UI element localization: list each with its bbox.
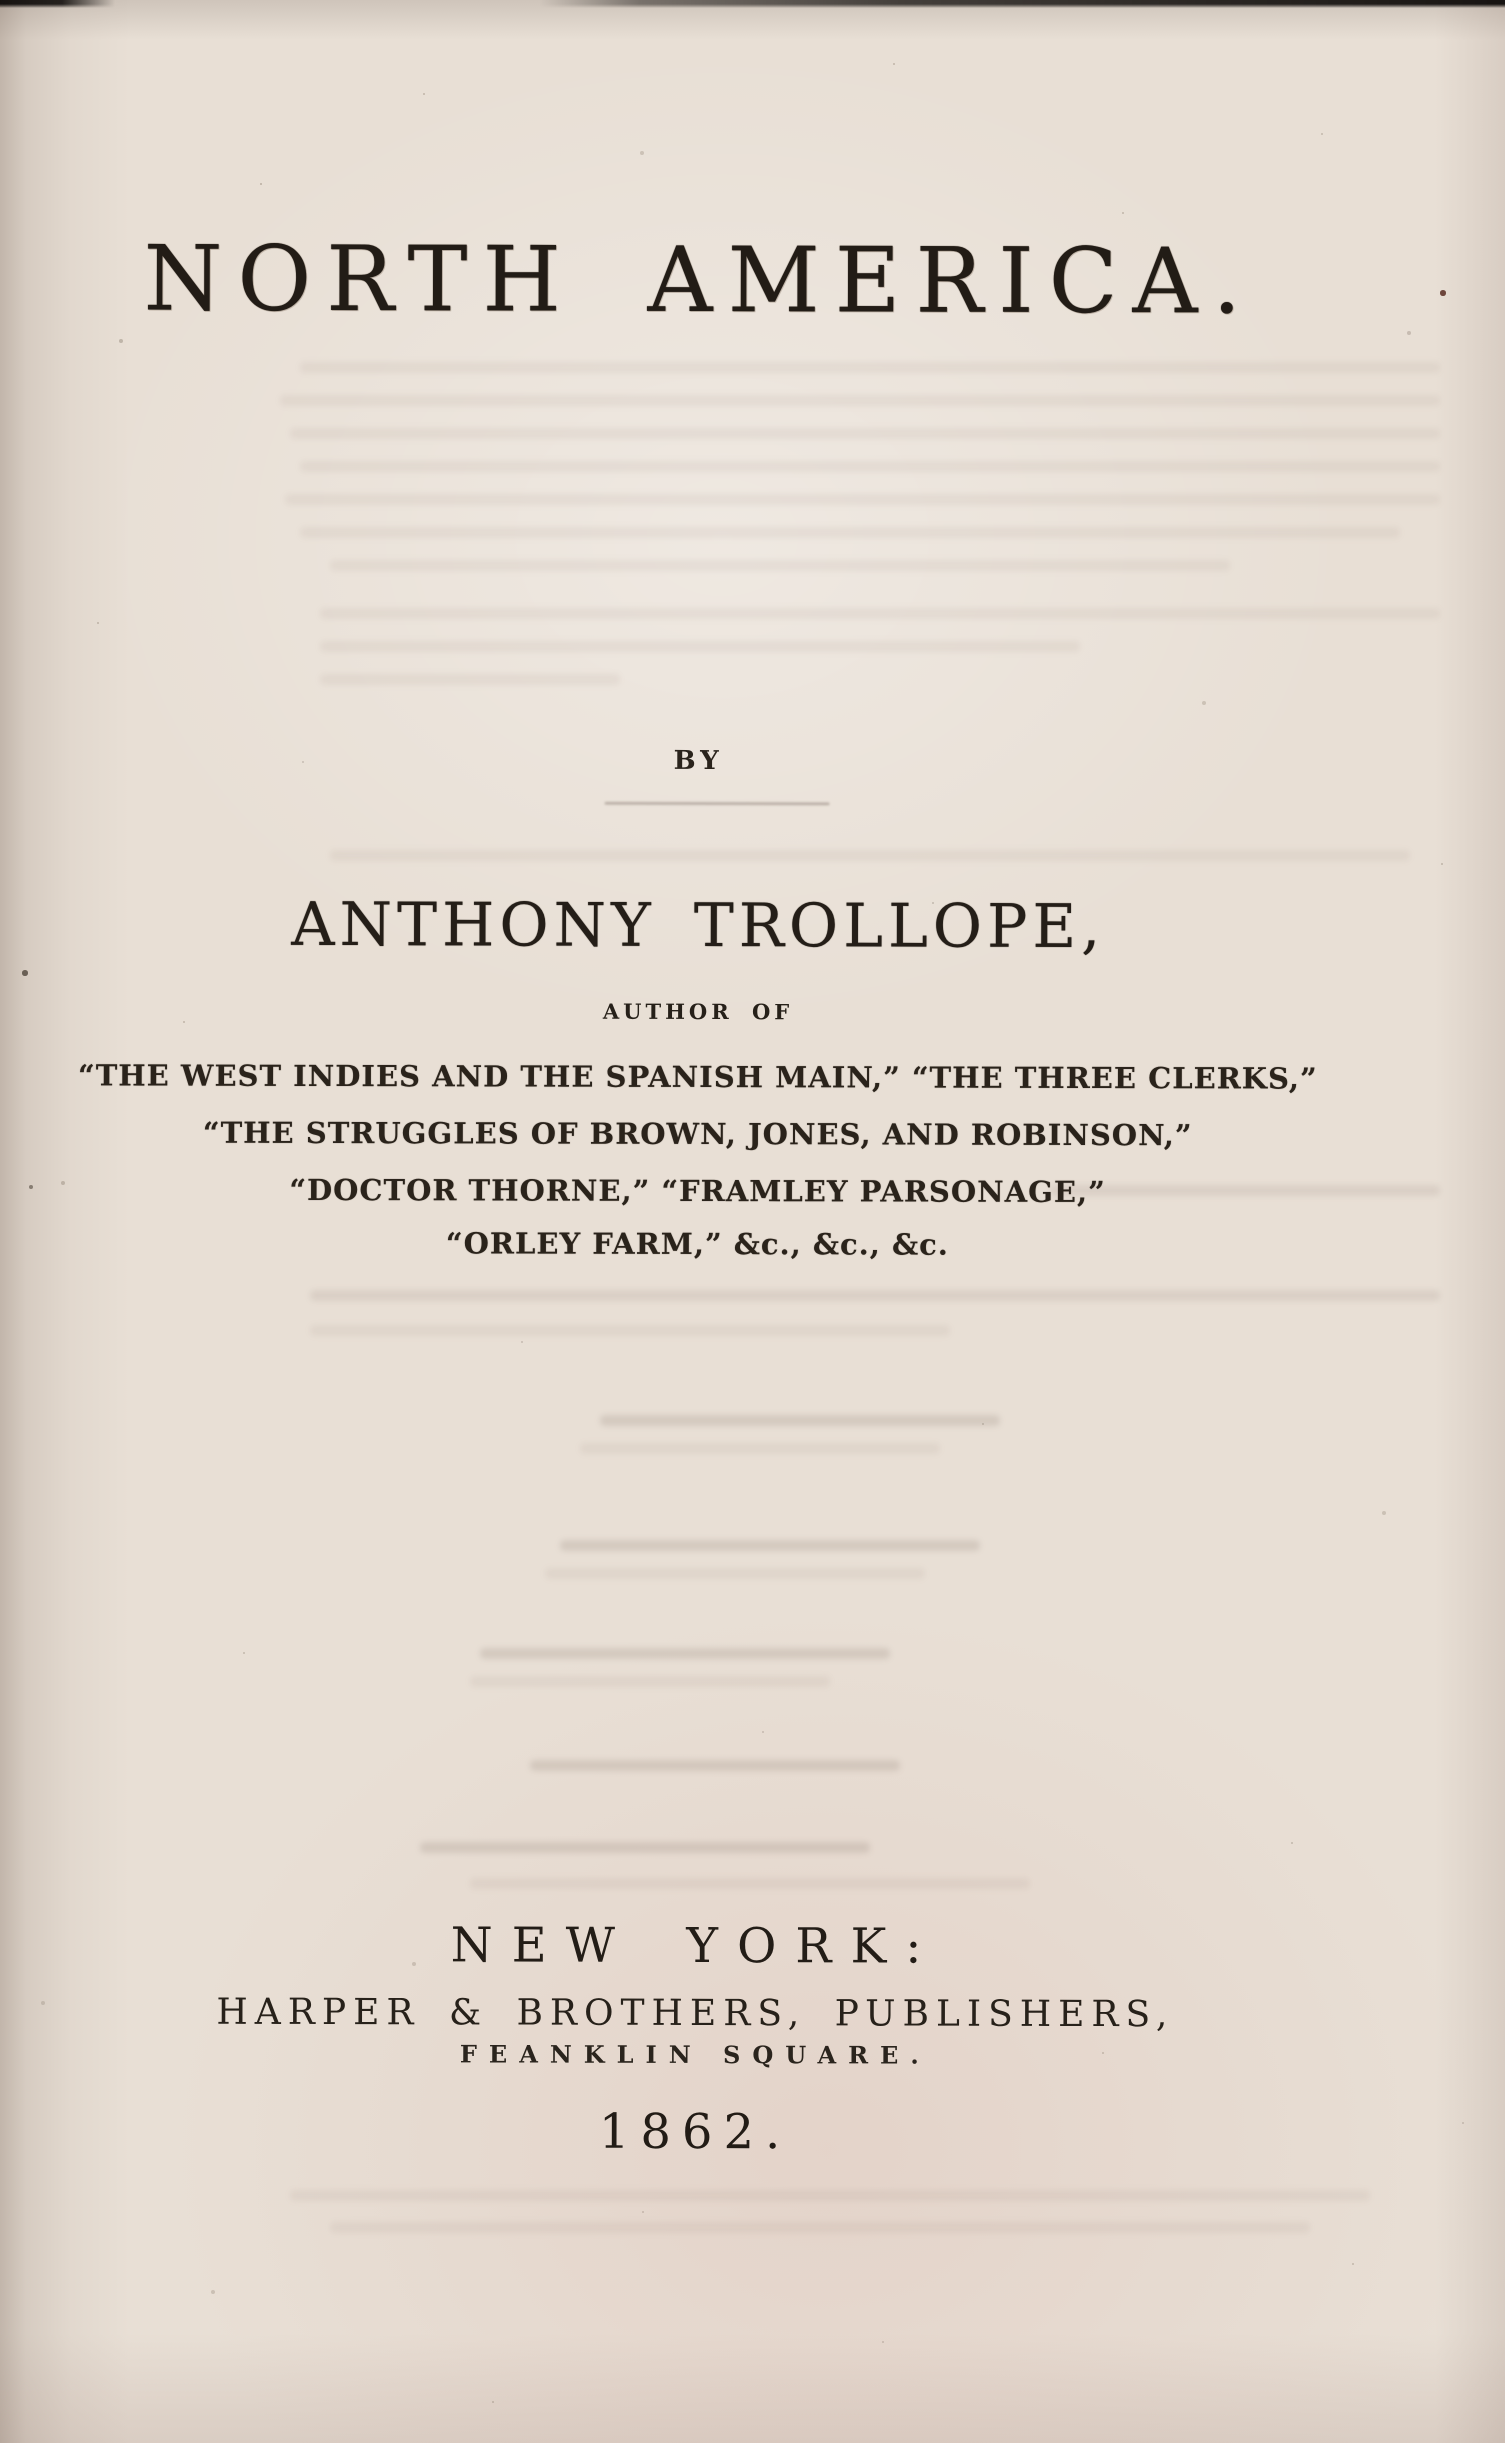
imprint-publisher: HARPER & BROTHERS, PUBLISHERS,: [216, 1991, 1175, 2036]
paper-speckle-texture: [0, 0, 2, 2]
work-title-line: “THE WEST INDIES AND THE SPANISH MAIN,” “THE THREE CLERKS,”: [77, 1058, 1318, 1096]
book-title: NORTH AMERICA.: [143, 226, 1257, 335]
byline-label: BY: [673, 745, 724, 777]
author-of-label: AUTHOR OF: [602, 998, 794, 1025]
imprint-year: 1862.: [598, 2103, 792, 2161]
work-title-line: “THE STRUGGLES OF BROWN, JONES, AND ROBINSON,”: [202, 1115, 1193, 1153]
imprint-city: NEW YORK:: [450, 1917, 941, 1975]
work-title-line: “DOCTOR THORNE,” “FRAMLEY PARSONAGE,”: [289, 1172, 1106, 1210]
byline-rule: [604, 802, 829, 806]
imprint-address: FEANKLIN SQUARE.: [459, 2039, 931, 2070]
author-name: ANTHONY TROLLOPE,: [291, 889, 1106, 963]
work-title-line: “ORLEY FARM,” &c., &c., &c.: [445, 1226, 949, 1262]
